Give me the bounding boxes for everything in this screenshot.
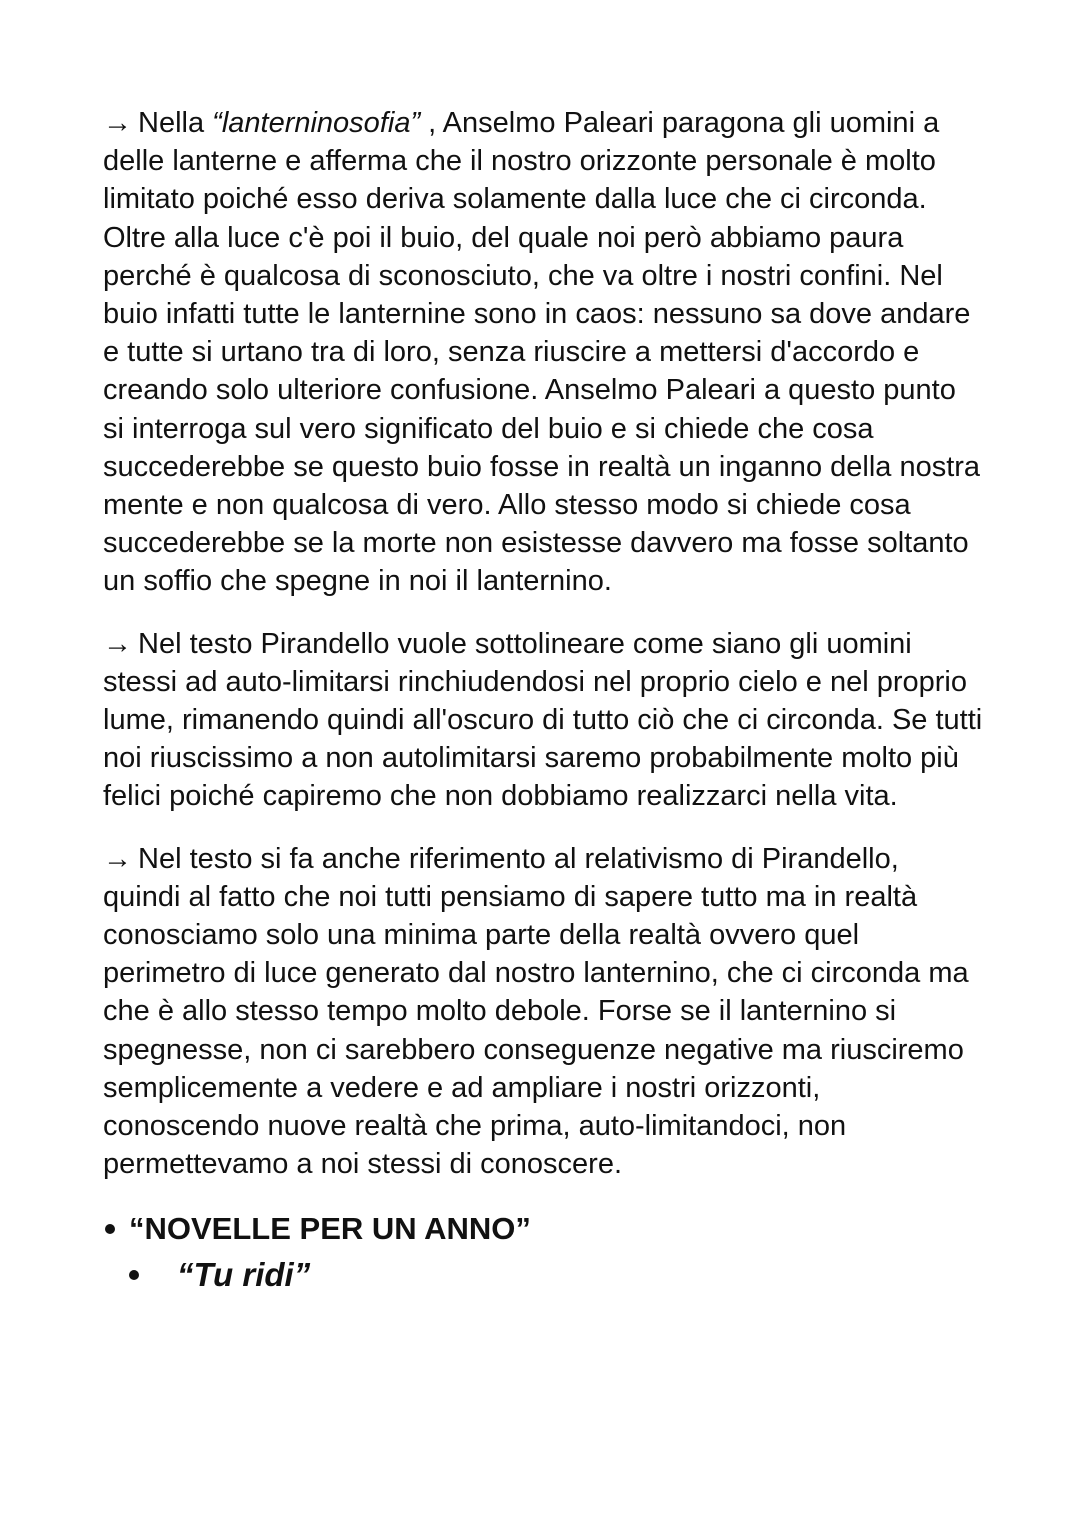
section-heading: [103, 1209, 983, 1249]
arrow-icon: →: [103, 107, 132, 139]
paragraph-text: , Anselmo Paleari paragona gli uomini a delle lanterne e afferma che il nostro orizzonte personale è molto limitato poiché esso deriva solamente dalla luce che ci circonda. Oltre alla luce c'è poi il buio, del quale noi però abbiamo paura perché è qualcosa di sconosciuto, che va oltre i nostri confini. Nel buio infatti tutte le lanternine sono in caos: nessuno sa dove andare e tutte si urtano tra di loro, senza riuscire a mettersi d'accordo e creando solo ulteriore confusione. Anselmo Paleari a questo punto si interroga sul vero significato del buio e si chiede che cosa succederebbe se questo buio fosse in realtà un inganno della nostra mente e non qualcosa di vero. Allo stesso modo si chiede cosa succederebbe se la morte non esistesse davvero ma fosse soltanto un soffio che spegne in noi il lanternino.: [103, 107, 981, 598]
document-page: [103, 104, 983, 1297]
bullet-icon: [129, 1270, 139, 1280]
paragraph-text: Nel testo Pirandello vuole sottolineare come siano gli uomini stessi ad auto-limitarsi rinchiudendosi nel proprio cielo e nel proprio lume, rimanendo quindi all'oscuro di tutto ciò che ci circonda. Se tutti noi riuscissimo a non autolimitarsi saremo probabilmente molto più felici poiché capiremo che non dobbiamo realizzarci nella vita.: [103, 627, 983, 813]
paragraph-pirandello-limits: [103, 625, 983, 816]
arrow-icon: →: [103, 842, 132, 875]
arrow-icon: →: [103, 627, 132, 660]
sub-list-item: [127, 1253, 983, 1297]
emphasized-term: “lanterninosofia”: [212, 107, 421, 139]
section-heading-text: “NOVELLE PER UN ANNO”: [129, 1211, 531, 1247]
bullet-icon: [105, 1224, 115, 1234]
paragraph-text: Nel testo si fa anche riferimento al relativismo di Pirandello, quindi al fatto che noi tutti pensiamo di sapere tutto ma in realtà conosciamo solo una minima parte della realtà ovvero quel perimetro di luce generato dal nostro lanternino, che ci circonda ma che è allo stesso tempo molto debole. Forse se il lanternino si spegnesse, non ci sarebbero conseguenze negative ma riusciremo semplicemente a vedere e ad ampliare i nostri orizzonti, conoscendo nuove realtà che prima, auto-limitandoci, non permettevamo a noi stessi di conoscere.: [103, 842, 969, 1181]
paragraph-lead: Nella: [138, 107, 213, 139]
paragraph-lanterninosofia: [103, 104, 983, 601]
sub-item-text: “Tu ridi”: [177, 1256, 311, 1294]
paragraph-relativismo: [103, 840, 983, 1184]
